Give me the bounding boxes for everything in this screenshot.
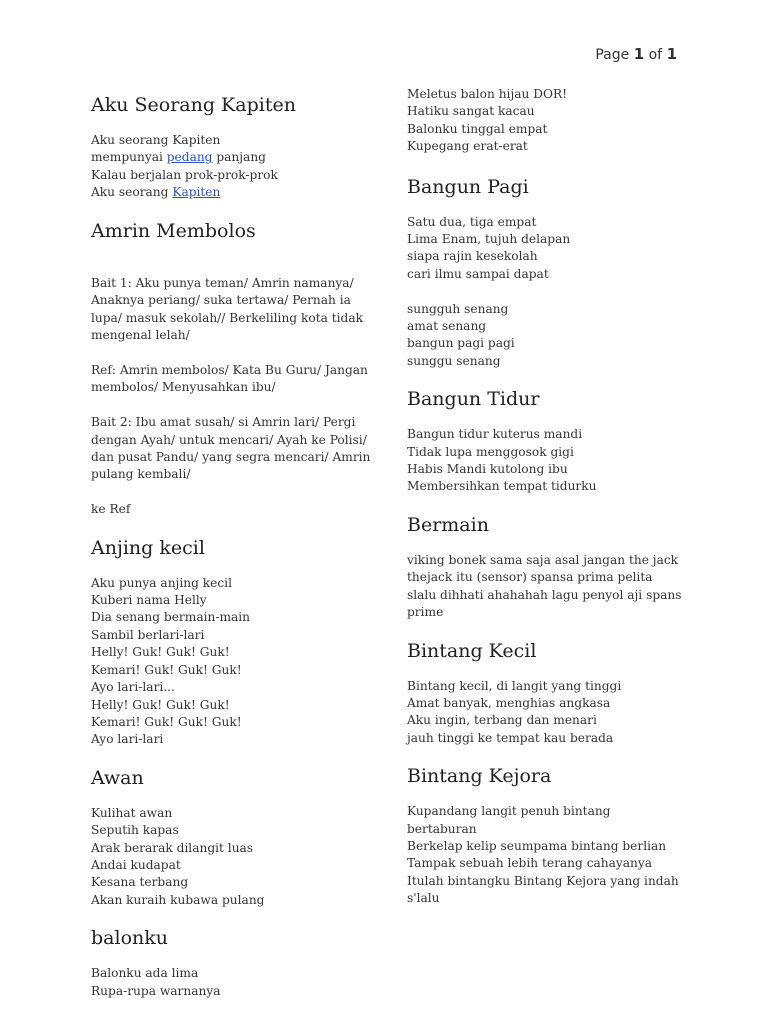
song-title: Bintang Kecil [407,639,537,662]
lyric-line: Dia senang bermain-main [91,610,251,625]
page-of-label: of [648,47,663,63]
lyric-line: Helly! Guk! Guk! Guk! [91,697,230,712]
lyric-line: Seputih kapas [91,823,179,838]
song-lyrics [407,678,682,748]
page-counter [595,45,677,63]
lyric-line: Tampak sebuah lebih terang cahayanya [407,856,653,871]
current-page: 1 [633,45,645,63]
song-balonku-continued [407,86,682,156]
song-lyrics [407,552,682,622]
song-lyrics [91,132,381,202]
lyric-paragraph: viking bonek sama saja asal jangan the jack thejack itu (sensor) spansa prima pelita slalu dihhati ahahahah lagu penyol aji spans prime [407,552,682,620]
lyric-line: sungguh senang [407,301,509,316]
lyric-line: Kalau berjalan prok-prok-prok [91,167,278,182]
link-pedang[interactable]: pedang [166,150,213,165]
lyric-line: Meletus balon hijau DOR! [407,87,568,101]
lyric-line: Hatiku sangat kacau [407,104,535,119]
lyric-line: Satu dua, tiga empat [407,214,537,229]
left-column [91,80,381,1016]
lyric-line: Aku ingin, terbang dan menari [407,713,597,728]
lyric-line: ke Ref [91,502,131,517]
song-bintang-kejora [407,763,682,907]
lyric-line: Kemari! Guk! Guk! Guk! [91,714,242,729]
lyric-line: Habis Mandi kutolong ibu [407,462,568,477]
lyric-line: sunggu senang [407,353,501,368]
lyric-paragraph: Bait 2: Ibu amat susah/ si Amrin lari/ Pergi dengan Ayah/ untuk mencari/ Ayah ke Polisi/ dan pusat Pandu/ yang segra mencari/ Amrin pulang kembali/ [91,415,371,482]
song-lyrics [91,965,381,1000]
lyric-line: Membersihkan tempat tidurku [407,479,597,494]
lyric-line: Rupa-rupa warnanya [91,983,221,998]
song-awan [91,765,381,909]
song-lyrics [407,426,682,496]
lyric-paragraph: Bait 1: Aku punya teman/ Amrin namanya/ Anaknya periang/ suka tertawa/ Pernah ia lupa/ masuk sekolah// Berkeliling kota tidak mengenal lelah/ [91,276,363,343]
song-aku-seorang-kapiten [91,92,381,202]
total-pages: 1 [666,45,677,63]
lyric-line: Sambil berlari-lari [91,627,205,642]
song-title: balonku [91,927,168,950]
song-lyrics [91,258,381,519]
lyric-line: Ayo lari-lari [91,732,164,747]
lyric-line: Andai kudapat [91,857,181,872]
song-lyrics [407,86,682,156]
song-lyrics [91,805,381,909]
song-title: Bintang Kejora [407,765,552,788]
song-lyrics [407,803,682,907]
lyric-line: Balonku ada lima [91,966,199,981]
song-bintang-kecil [407,638,682,748]
lyric-line: Ayo lari-lari... [91,680,175,695]
song-title: Awan [91,766,144,789]
song-bermain [407,512,682,622]
lyric-line: Itulah bintangku Bintang Kejora yang indah s'lalu [407,873,679,906]
song-lyrics [407,214,682,371]
song-title: Anjing kecil [91,536,205,559]
lyric-line: Amat banyak, menghias angkasa [407,695,611,710]
lyric-line: Kemari! Guk! Guk! Guk! [91,662,242,677]
song-balonku [91,925,381,1000]
right-column [407,86,682,924]
lyric-line: Kulihat awan [91,805,173,820]
song-anjing-kecil [91,535,381,749]
lyric-line: bangun pagi pagi [407,336,515,351]
lyric-line: Lima Enam, tujuh delapan [407,232,571,247]
song-title: Aku Seorang Kapiten [91,94,296,116]
song-title: Bermain [407,513,489,536]
lyric-line: cari ilmu sampai dapat [407,266,549,281]
song-amrin-membolos [91,218,381,519]
song-title: Bangun Tidur [407,388,540,411]
lyric-line: Kesana terbang [91,875,189,890]
lyric-line: Kuberi nama Helly [91,593,207,608]
song-title: Amrin Membolos [91,219,256,242]
lyric-line: siapa rajin kesekolah [407,249,538,264]
lyric-line: Kupegang erat-erat [407,139,528,154]
lyric-line: Tidak lupa menggosok gigi [407,444,574,459]
song-title: Bangun Pagi [407,175,529,198]
lyric-line: Arak berarak dilangit luas [91,840,254,855]
lyric-line: Helly! Guk! Guk! Guk! [91,645,230,660]
lyric-line: amat senang [407,319,487,334]
lyric-line: jauh tinggi ke tempat kau berada [407,730,614,745]
song-bangun-pagi [407,174,682,371]
lyric-paragraph: Ref: Amrin membolos/ Kata Bu Guru/ Jangan membolos/ Menyusahkan ibu/ [91,363,368,395]
link-kapiten[interactable]: Kapiten [172,185,221,200]
lyric-line: Akan kuraih kubawa pulang [91,892,265,907]
lyric-line: Aku seorang Kapiten [91,185,221,200]
lyric-line: Aku punya anjing kecil [91,575,232,590]
lyric-line: Berkelap kelip seumpama bintang berlian [407,838,667,853]
lyric-line: Kupandang langit penuh bintang bertaburan [407,804,611,836]
song-bangun-tidur [407,386,682,496]
lyric-line: Aku seorang Kapiten [91,133,221,147]
page-label: Page [595,47,630,63]
lyric-line: mempunyai pedang panjang [91,150,266,165]
lyric-line: Balonku tinggal empat [407,121,548,136]
lyric-line: Bintang kecil, di langit yang tinggi [407,678,622,693]
song-lyrics [91,575,381,749]
lyric-line: Bangun tidur kuterus mandi [407,427,583,442]
